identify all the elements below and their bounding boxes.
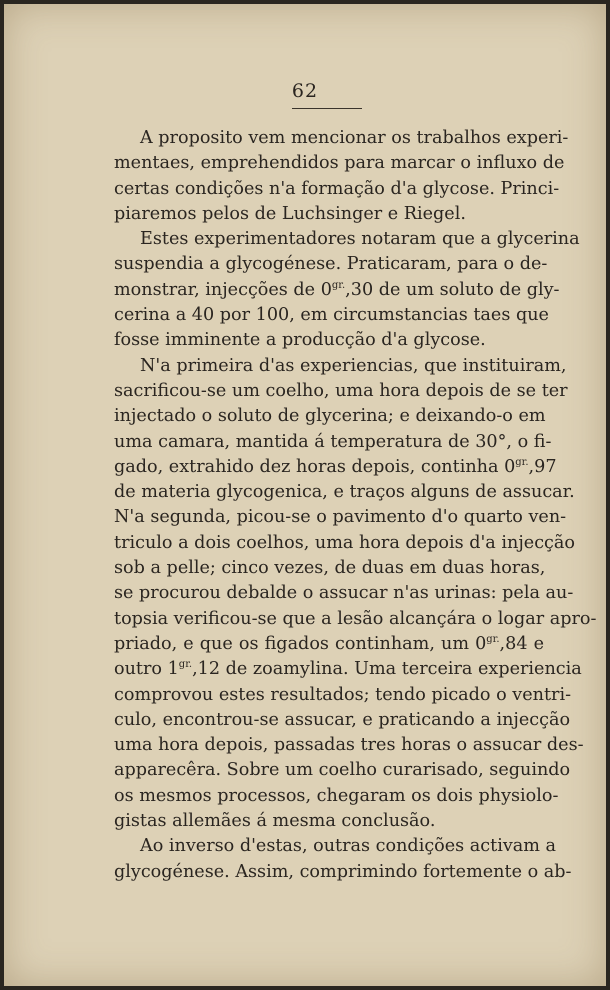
text-line: triculo a dois coelhos, uma hora depois d'a injecção [114,532,575,553]
text-line: certas condições n'a formação d'a glycose. Princi- [114,178,560,199]
text-line: gistas allemães á mesma conclusão. [114,811,436,832]
text-line: comprovou estes resultados; tendo picado o ventri- [114,684,572,705]
body-text [114,126,597,885]
text-line: sob a pelle; cinco vezes, de duas em duas horas, [114,558,546,579]
book-page [4,4,606,986]
text-line: uma camara, mantida á temperatura de 30°, o fi- [114,431,552,452]
text-line: outro $1^{gr.},12$ de zoamylina. Uma terceira experiencia [114,659,582,680]
text-line: monstrar, injecções de $0^{gr.},30$ de um soluto de gly- [114,279,560,300]
text-line: sacrificou-se um coelho, uma hora depois de se ter [114,380,568,401]
text-line: piaremos pelos de Luchsinger e Riegel. [114,203,466,224]
text-line: Ao inverso d'estas, outras condições activam a [140,836,557,857]
text-line: mentaes, emprehendidos para marcar o influxo de [114,153,565,174]
text-line: cerina a 40 por 100, em circumstancias taes que [114,305,549,326]
text-line: A proposito vem mencionar os trabalhos experi- [140,128,569,148]
text-line: N'a segunda, picou-se o pavimento d'o quarto ven- [114,507,567,528]
text-line: os mesmos processos, chegaram os dois physiolo- [114,785,559,806]
text-line: N'a primeira d'as experiencias, que instituiram, [140,355,567,376]
text-line: priado, e que os figados continham, um $0^{gr.},84$ e [114,633,544,654]
header-rule [292,108,362,109]
text-line: Estes experimentadores notaram que a glycerina [140,229,580,250]
text-line: apparecêra. Sobre um coelho curarisado, seguindo [114,760,571,781]
text-line: topsia verificou-se que a lesão alcançára o logar apro- [114,608,597,629]
text-line: glycogénese. Assim, comprimindo fortemente o ab- [114,861,572,882]
text-line: suspendia a glycogénese. Praticaram, para o de- [114,254,548,275]
text-line: de materia glycogenica, e traços alguns de assucar. [114,482,575,503]
text-line: se procurou debalde o assucar n'as urinas: pela au- [114,583,574,604]
text-line: fosse imminente a producção d'a glycose. [114,330,486,351]
text-line: uma hora depois, passadas tres horas o assucar des- [114,735,584,756]
page-number: 62 [291,80,319,102]
text-line: gado, extrahido dez horas depois, continha $0^{gr.},97$ [114,456,557,477]
text-line: injectado o soluto de glycerina; e deixando-o em [114,406,546,427]
text-line: culo, encontrou-se assucar, e praticando a injecção [114,709,571,730]
